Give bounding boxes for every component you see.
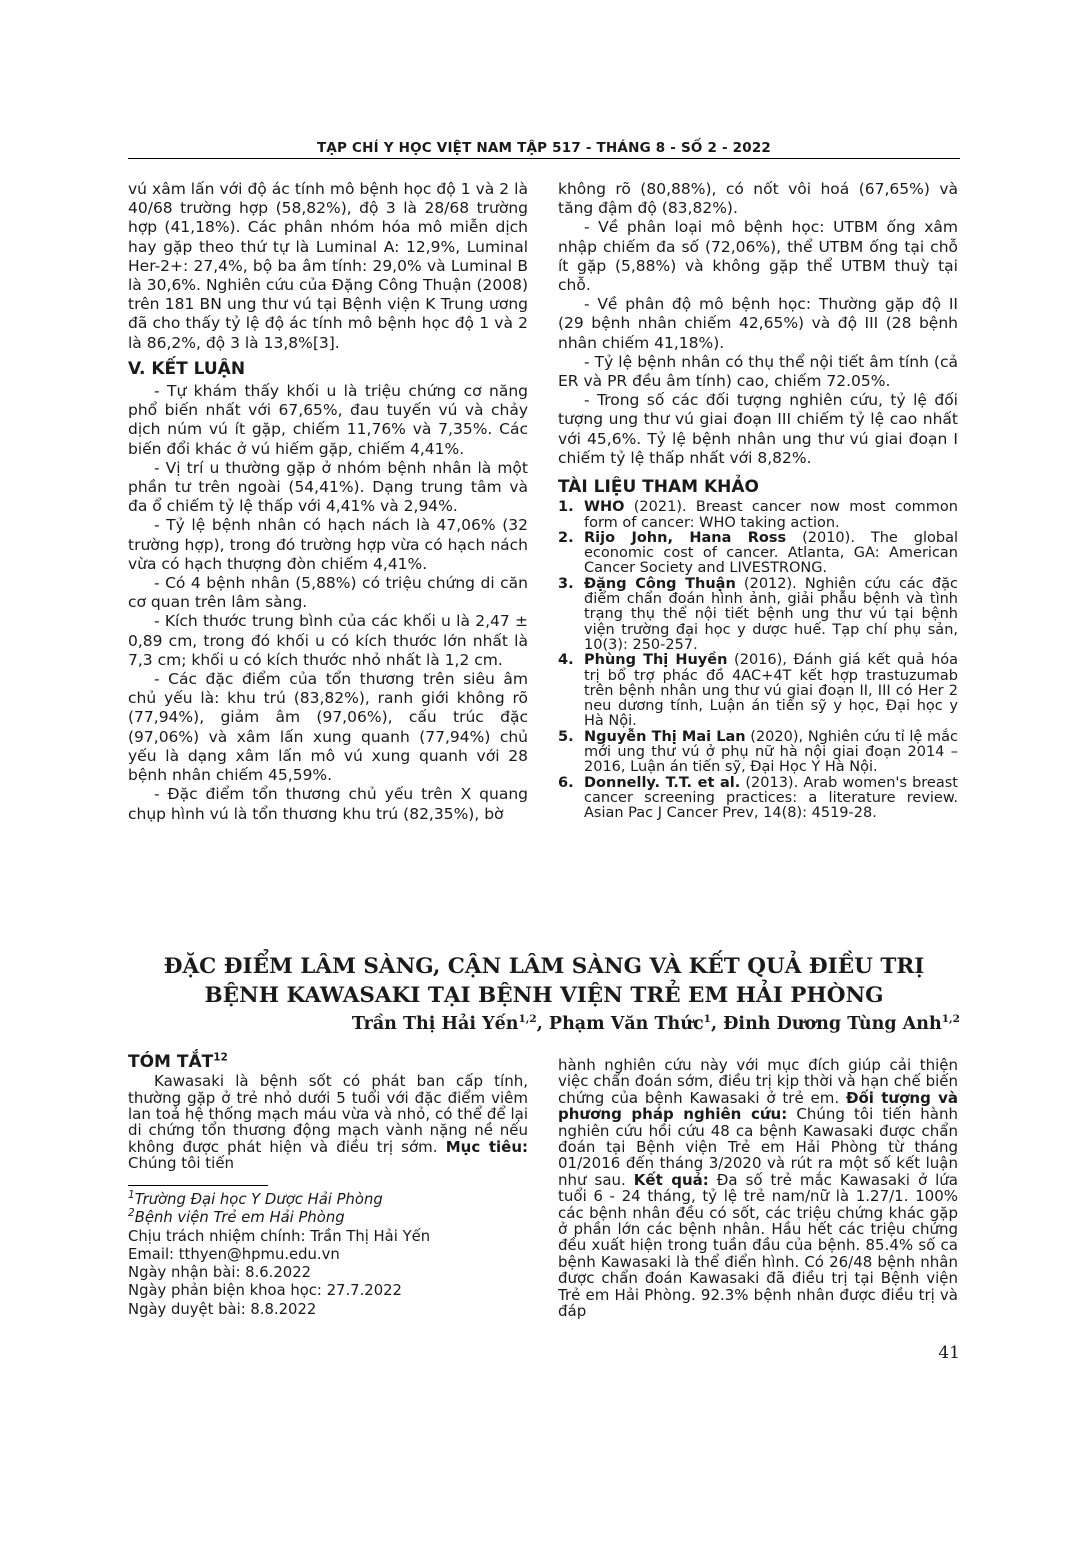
- abstract-heading: [128, 1053, 528, 1072]
- reference-number: 1.: [558, 499, 574, 516]
- responsible-author: Chịu trách nhiệm chính: Trần Thị Hải Yến: [128, 1227, 431, 1245]
- reference-item: [558, 531, 958, 577]
- date-received: Ngày nhận bài: 8.6.2022: [128, 1264, 312, 1282]
- reference-list: [558, 500, 958, 821]
- abstract-text: Kawasaki là bệnh sốt có phát ban cấp tính, thường gặp ở trẻ nhỏ dưới 5 tuổi với đặc điểm viêm lan toả hệ thống mạch máu vừa và nhỏ, có thể để lại di chứng tổn thương động mạch vành nặng nề nếu không được phát hiện và điều trị sớm.: [128, 1072, 528, 1156]
- right-column: [558, 180, 958, 821]
- conclusion-item: - Kích thước trung bình của các khối u là 2,47 ± 0,89 cm, trong đó khối u có kích thước lớn nhất là 7,3 cm; khối u có kích thước nhỏ nhất là 1,2 cm.: [128, 612, 528, 669]
- abstract-heading-sup: 12: [213, 1051, 228, 1064]
- reference-text: (2021). Breast cancer now most common form of cancer: WHO taking action.: [584, 499, 958, 531]
- reference-author: WHO: [584, 499, 625, 516]
- abstract-right: [558, 1057, 958, 1320]
- article-title-line: BỆNH KAWASAKI TẠI BỆNH VIỆN TRẺ EM HẢI PHÒNG: [204, 983, 884, 1008]
- conclusion-item: - Có 4 bệnh nhân (5,88%) có triệu chứng di căn cơ quan trên lâm sàng.: [128, 574, 528, 612]
- abstract-heading-text: TÓM TẮT: [128, 1052, 214, 1072]
- conclusion-item: - Vị trí u thường gặp ở nhóm bệnh nhân là một phần tư trên ngoài (54,41%). Dạng trung tâm và đa ổ chiếm tỷ lệ thấp với 4,41% và 2,94%.: [128, 458, 528, 516]
- date-approved: Ngày duyệt bài: 8.8.2022: [128, 1300, 317, 1318]
- reference-author: Đặng Công Thuận: [584, 575, 736, 592]
- abstract-text: Chúng tôi tiến hành nghiên cứu hồi cứu 48 ca bệnh Kawasaki được chẩn đoán tại Bệnh viện Trẻ em Hải Phòng từ tháng 01/2016 đến tháng 3/2020 và rút ra một số kết luận như sau.: [558, 1105, 959, 1189]
- contact-email: Email: tthyen@hpmu.edu.vn: [128, 1245, 340, 1263]
- reference-author: Nguyễn Thị Mai Lan: [584, 728, 746, 745]
- reference-text: (2010). The global economic cost of cancer. Atlanta, GA: American Cancer Society and LIVESTRONG.: [584, 529, 959, 577]
- reference-author: Phùng Thị Huyền: [584, 652, 728, 669]
- reference-text: (2013). Arab women's breast cancer screening practices: a literature review. Asian Pac J Cancer Prev, 14(8): 4519-28.: [584, 774, 958, 822]
- date-reviewed: Ngày phản biện khoa học: 27.7.2022: [128, 1282, 402, 1300]
- reference-text: (2016), Đánh giá kết quả hóa trị bổ trợ phác đồ 4AC+4T kết hợp trastuzumab trên bệnh nhân ung thư vú giai đoạn II, III có Her 2 neu dương tính, Luận án tiến sỹ y học, Đại học y Hà Nội.: [584, 652, 958, 730]
- footnote-rule: [128, 1185, 268, 1186]
- abstract-text: hành nghiên cứu này với mục đích giúp cải thiện việc chẩn đoán sớm, điều trị kịp thời và hạn chế biến chứng của bệnh Kawasaki ở trẻ em.: [558, 1056, 958, 1107]
- reference-number: 5.: [558, 728, 574, 745]
- author-name: Đinh Dương Tùng Anh: [723, 1014, 942, 1034]
- reference-item: [558, 653, 958, 729]
- abstract-paragraph: [558, 1057, 958, 1320]
- author-separator: ,: [710, 1014, 724, 1034]
- abstract-label-methods: Đối tượng và phương pháp nghiên cứu:: [558, 1088, 958, 1124]
- reference-author: Donnelly. T.T. et al.: [584, 774, 741, 791]
- footnotes: [128, 1191, 528, 1319]
- discussion-paragraph: vú xâm lấn với độ ác tính mô bệnh học độ 1 và 2 là 40/68 trường hợp (58,82%), độ 3 là 28/68 trường hợp (41,18%). Các phân nhóm hóa mô miễn dịch hay gặp theo thứ tự là Luminal A: 12,9%, Luminal Her-2+: 27,4%, bộ ba âm tính: 29,0% và Luminal B là 30,6%. Nghiên cứu của Đặng Công Thuận (2008) trên 181 BN ung thư vú tại Bệnh viện K Trung ương đã cho thấy tỷ lệ độ ác tính mô bệnh học độ 1 và 2 là 86,2%, độ 3 là 13,8%[3].: [128, 180, 528, 352]
- abstract-text: Đa số trẻ mắc Kawasaki ở lứa tuổi 6 - 24 tháng, tỷ lệ trẻ nam/nữ là 1.27/1. 100% các bệnh nhân đều có sốt, các triệu chứng khác gặp ở phần lớn các bệnh nhân. Hầu hết các triệu chứng đều xuất hiện trong tuần đầu của bệnh. 85.4% số ca bệnh Kawasaki là thể điển hình. Có 26/48 bệnh nhân được chẩn đoán Kawasaki đã điều trị tại Bệnh viện Trẻ em Hải Phòng. 92.3% bệnh nhân được điều trị và đáp: [558, 1170, 959, 1321]
- affiliation-sup: 2: [128, 1207, 135, 1220]
- conclusion-continuation: không rõ (80,88%), có nốt vôi hoá (67,65%) và tăng đậm độ (83,82%).: [558, 180, 958, 218]
- header-rule: [128, 158, 960, 159]
- article-title: [128, 952, 960, 1010]
- abstract-label-results: Kết quả:: [633, 1170, 709, 1189]
- reference-item: [558, 730, 958, 776]
- reference-item: [558, 776, 958, 822]
- conclusion-item: - Trong số các đối tượng nghiên cứu, tỷ lệ đối tượng ung thư vú giai đoạn III chiếm tỷ lệ cao nhất với 45,6%. Tỷ lệ bệnh nhân ung thư vú giai đoạn I chiếm tỷ lệ thấp nhất với 8,82%.: [558, 391, 958, 467]
- conclusion-item: - Tỷ lệ bệnh nhân có thụ thể nội tiết âm tính (cả ER và PR đều âm tính) cao, chiếm 72.05%.: [558, 352, 958, 391]
- reference-item: [558, 577, 958, 653]
- affiliation-2: [128, 1209, 528, 1227]
- abstract-text: Chúng tôi tiến: [128, 1154, 235, 1173]
- reference-author: Rijo John, Hana Ross: [584, 529, 787, 546]
- author-separator: ,: [536, 1014, 549, 1034]
- reference-number: 6.: [558, 774, 574, 791]
- running-header: TẠP CHÍ Y HỌC VIỆT NAM TẬP 517 - THÁNG 8 - SỐ 2 - 2022: [316, 140, 772, 156]
- conclusion-item: - Về phân loại mô bệnh học: UTBM ống xâm nhập chiếm đa số (72,06%), thể UTBM ống tại chỗ ít gặp (5,88%) và không gặp thể UTBM thuỳ tại chỗ.: [558, 218, 958, 295]
- conclusion-item: - Đặc điểm tổn thương chủ yếu trên X quang chụp hình vú là tổn thương khu trú (82,35%), bờ: [128, 785, 528, 823]
- abstract-left: [128, 1053, 528, 1172]
- page-number: 41: [938, 1343, 960, 1363]
- abstract-paragraph: [128, 1073, 528, 1171]
- section-heading-references: TÀI LIỆU THAM KHẢO: [558, 477, 759, 498]
- author-affiliation: 1,2: [518, 1013, 537, 1026]
- reference-number: 3.: [558, 575, 574, 592]
- conclusion-item: - Tỷ lệ bệnh nhân có hạch nách là 47,06% (32 trường hợp), trong đó trường hợp vừa có hạch nách vừa có hạch thượng đòn chiếm 4,41%.: [128, 516, 528, 573]
- affiliation-1: [128, 1191, 528, 1209]
- author-affiliation: 1,2: [941, 1013, 960, 1026]
- article-title-line: ĐẶC ĐIỂM LÂM SÀNG, CẬN LÂM SÀNG VÀ KẾT QUẢ ĐIỀU TRỊ: [163, 954, 925, 979]
- reference-text: (2012). Nghiên cứu các đặc điểm chẩn đoán hình ảnh, giải phẫu bệnh và tình trạng thụ thể nội tiết bệnh ung thư vú tại bệnh viện trường đại học y dược huế. Tạp chí phụ sản, 10(3): 250-257.: [584, 575, 958, 653]
- affiliation-sup: 1: [128, 1189, 135, 1202]
- author-affiliation: 1: [703, 1013, 711, 1026]
- abstract-label-objective: Mục tiêu:: [445, 1137, 528, 1156]
- reference-text: (2020), Nghiên cứu tỉ lệ mắc mới ung thư vú ở phụ nữ hà nội giai đoạn 2014 – 2016, Luận án tiến sỹ, Đại Học Y Hà Nội.: [584, 728, 959, 776]
- author-name: Phạm Văn Thức: [548, 1014, 704, 1034]
- author-name: Trần Thị Hải Yến: [351, 1014, 519, 1034]
- author-list: [128, 1012, 960, 1036]
- reference-item: [558, 500, 958, 531]
- section-heading-conclusion: V. KẾT LUẬN: [128, 358, 246, 379]
- reference-number: 4.: [558, 652, 574, 669]
- affiliation-text: Bệnh viện Trẻ em Hải Phòng: [134, 1209, 345, 1227]
- left-column: [128, 180, 528, 824]
- affiliation-text: Trường Đại học Y Dược Hải Phòng: [134, 1191, 383, 1208]
- conclusion-item: - Các đặc điểm của tổn thương trên siêu âm chủ yếu là: khu trú (83,82%), ranh giới không rõ (77,94%), giảm âm (97,06%), cấu trúc đặc (97,06%) và xâm lấn xung quanh (77,94%) chủ yếu là dạng xâm lấn mô vú xung quanh với 28 bệnh nhân chiếm 45,59%.: [128, 670, 528, 785]
- conclusion-item: - Về phân độ mô bệnh học: Thường gặp độ II (29 bệnh nhân chiếm 42,65%) và độ III (28 bệnh nhân chiếm 41,18%).: [558, 295, 958, 352]
- conclusion-item: - Tự khám thấy khối u là triệu chứng cơ năng phổ biến nhất với 67,65%, đau tuyến vú và chảy dịch núm vú ít gặp, chiếm 11,76% và 7,35%. Các biến đổi khác ở vú hiếm gặp, chiếm 4,41%.: [128, 382, 528, 458]
- reference-number: 2.: [558, 529, 574, 546]
